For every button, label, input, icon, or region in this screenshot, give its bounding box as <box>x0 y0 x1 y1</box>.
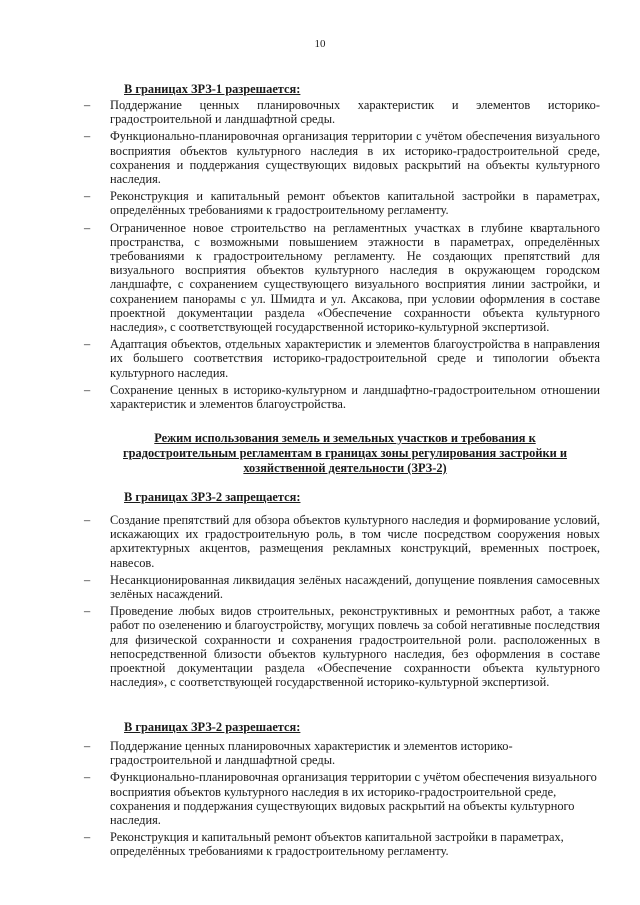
list-item: – Проведение любых видов строительных, реконструктивных и ремонтных работ, а также работ по озеленению и благоустройству, могущих повлечь за собой негативные последствия для физической сохранности и сохранения градостроительной роли. расположенных в непосредственной близости объектов культурного наследия, без оформления в составе проектной документации раздела «Обеспечение сохранности объекта культурного наследия», с соответствующей государственной историко-культурной экспертизой. <box>84 604 600 690</box>
dash-marker: – <box>84 337 91 352</box>
list-item: – Несанкционированная ликвидация зелёных насаждений, допущение появления самосевных зелёных насаждений. <box>84 572 600 602</box>
dash-marker: – <box>84 770 91 785</box>
list-item: – Поддержание ценных планировочных характеристик и элементов историко-градостроительной и ландшафтной среды. <box>84 739 513 768</box>
dash-marker: – <box>84 220 91 235</box>
list-item: – Ограниченное новое строительство на регламентных участках в глубине квартального пространства, с возможными повышением этажности в параметрах, определённых требованиями к градостроительному регламенту. Не создающих препятствий для визуального восприятия объектов культурного наследия в окружающем городском ландшафте, с сохранением существующего визуального восприятия линии застройки, и сохранением панорамы с ул. Шмидта и ул. Аксакова, при условии оформления в составе проектной документации раздела «Обеспечение сохранности объекта культурного наследия», с соответствующей государственной историко-культурной экспертизой. <box>84 220 600 335</box>
dash-marker: – <box>84 98 91 112</box>
dash-marker: – <box>84 572 91 587</box>
dash-marker: – <box>84 382 91 397</box>
zrz2-allowed-list <box>84 739 600 862</box>
list-item: – Сохранение ценных в историко-культурном и ландшафтно-градостроительном отношении характеристик и элементов благоустройства. <box>84 382 600 412</box>
zrz2-allowed-heading: В границах ЗРЗ-2 разрешается: <box>124 720 301 734</box>
list-item: – Поддержание ценных планировочных характеристик и элементов историко-градостроительной и ландшафтной среды. <box>84 98 600 127</box>
zrz1-allowed-list <box>84 98 600 414</box>
list-item: – Реконструкция и капитальный ремонт объектов капитальной застройки в параметрах, определённых требованиями к градостроительному регламенту. <box>84 830 564 859</box>
dash-marker: – <box>84 739 91 753</box>
list-item: – Реконструкция и капитальный ремонт объектов капитальной застройки в параметрах, определённых требованиями к градостроительному регламенту. <box>84 189 600 218</box>
zrz2-regime-title: Режим использования земель и земельных участков и требования к градостроительным регламентам в границах зоны регулирования застройки и хозяйственной деятельности (ЗРЗ-2) <box>123 431 567 475</box>
zrz1-allowed-heading: В границах ЗРЗ-1 разрешается: <box>124 82 301 96</box>
dash-marker: – <box>84 604 91 619</box>
dash-marker: – <box>84 189 91 204</box>
list-item: – Создание препятствий для обзора объектов культурного наследия и формирование условий, искажающих их градостроительную роль, в том числе посредством сооружения новых архитектурных акцентов, размещения рекламных конструкций, временных построек, навесов. <box>84 513 600 570</box>
zrz2-forbidden-list <box>84 513 600 692</box>
dash-marker: – <box>84 129 91 144</box>
list-item: – Функционально-планировочная организация территории с учётом обеспечения визуального восприятия объектов культурного наследия в их историко-градостроительной среде, сохранения и поддержания существующих видовых раскрытий на объекты культурного наследия. <box>84 129 600 187</box>
list-item: – Адаптация объектов, отдельных характеристик и элементов благоустройства в направления их большего соответствия историко-градостроительной среде и типологии объекта культурного наследия. <box>84 337 600 380</box>
page-number: 10 <box>314 38 326 50</box>
dash-marker: – <box>84 513 91 527</box>
list-item: – Функционально-планировочная организация территории с учётом обеспечения визуального восприятия объектов культурного наследия в их историко-градостроительной среде, сохранения и поддержания существующих видовых раскрытий на объекты культурного наследия. <box>84 770 597 828</box>
dash-marker: – <box>84 830 91 845</box>
zrz2-forbidden-heading: В границах ЗРЗ-2 запрещается: <box>124 490 301 504</box>
